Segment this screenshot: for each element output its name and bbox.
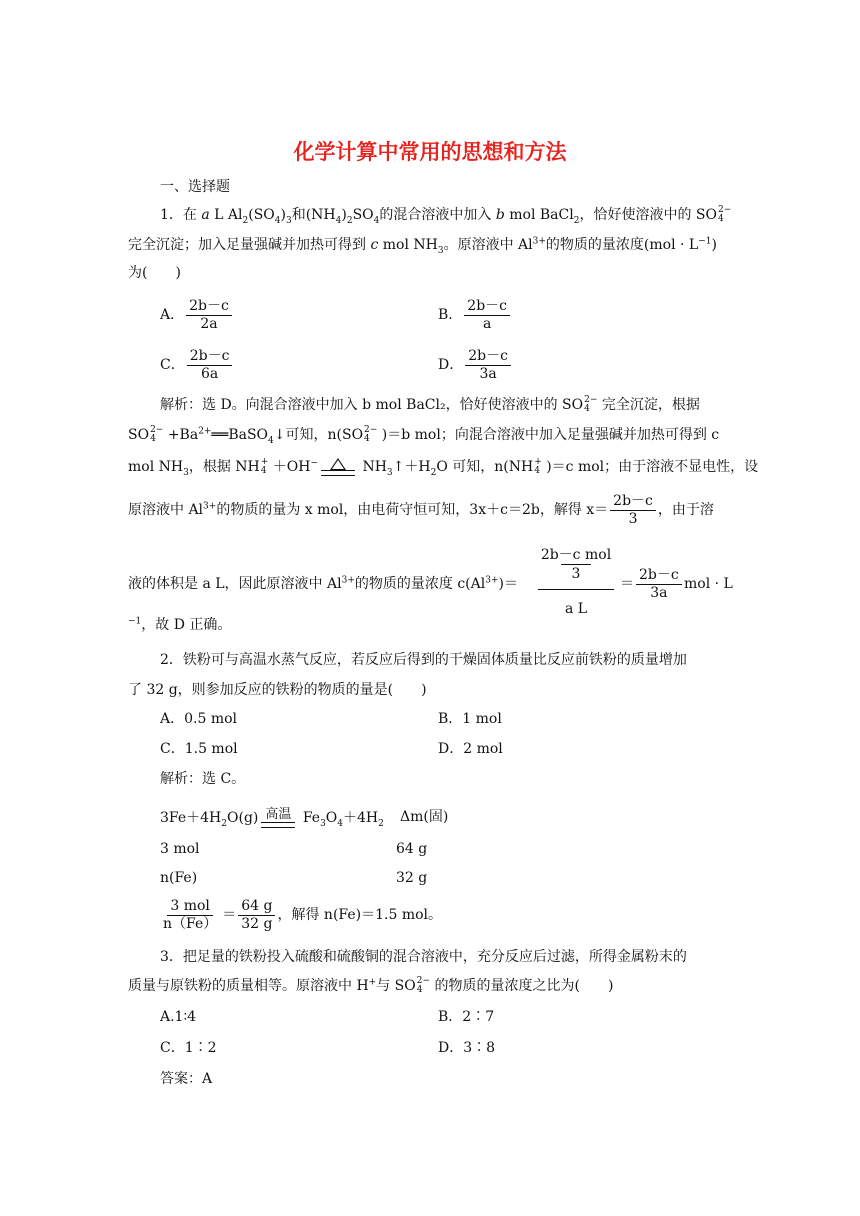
q2-line-1: 2．铁粉可与高温水蒸气反应，若反应后得到的干燥固体质量比反应前铁粉的质量增加 xyxy=(160,652,687,668)
q2-option-d: D．2 mol xyxy=(438,741,503,757)
q3-line-2: 质量与原铁粉的质量相等。原溶液中 H+与 SO 2− 4 的物质的量浓度之比为( ) xyxy=(128,976,614,995)
q2-row1-right: 64 g xyxy=(396,841,428,857)
q1-option-d: D． $\frac{2b-c}{3a}$ xyxy=(438,345,513,385)
q3-option-b: B．2∶7 xyxy=(438,1009,495,1025)
q1-analysis-line-2: SO 2− 4 $+Ba^{2+}══BaSO_4↓$可知，n(SO 2− 4 )＝b mol；向混合溶液中加入足量强碱并加热可得到 c xyxy=(128,425,720,446)
q2-option-b: B．1 mol xyxy=(438,711,502,727)
q2-analysis: 解析：选 C。 xyxy=(160,771,246,787)
q2-delta-mass: Δm(固) xyxy=(400,809,449,825)
high-temp-condition: 高温 xyxy=(261,808,295,828)
q3-option-a: A.1∶4 xyxy=(160,1009,197,1025)
q2-equation: $3Fe+4H_2O(g)$ 高温 $Fe_3O_4+4H_2$ xyxy=(160,807,384,829)
q3-option-c: C．1∶2 xyxy=(160,1040,217,1056)
q1-line-3: 为( ) xyxy=(128,265,181,281)
q1-analysis-line-5: 液的体积是 a L，因此原溶液中 $Al^{3+}$的物质的量浓度 $c(Al^{3+})=$ xyxy=(128,575,518,592)
concentration-fraction: 2b－c mol 3 a L xyxy=(538,546,614,618)
q2-option-c: C．1.5 mol xyxy=(160,741,238,757)
section-heading: 一、选择题 xyxy=(160,179,230,195)
q1-analysis-line-4: 原溶液中 $Al^{3+}$的物质的量为 x mol，由电荷守恒可知，3x＋c＝2b，解得 x＝ $\frac{2b-c}{3}$ ，由于溶 xyxy=(128,492,714,527)
q2-line-2: 了 32 g，则参加反应的铁粉的物质的量是( ) xyxy=(128,682,427,698)
q3-answer: 答案：A xyxy=(160,1071,213,1087)
q1-option-c: C． $\frac{2b-c}{6a}$ xyxy=(160,345,234,385)
q3-line-1: 3．把足量的铁粉投入硫酸和硫酸铜的混合溶液中，充分反应后过滤，所得金属粉末的 xyxy=(160,949,687,965)
q2-row2-left: n(Fe) xyxy=(160,870,198,886)
q1-analysis-line-1: 解析：选 D。向混合溶液中加入 b mol BaCl₂，恰好使溶液中的 SO 2− 4 完全沉淀，根据 xyxy=(160,395,700,414)
q1-option-b: B． $\frac{2b-c}{a}$ xyxy=(438,295,512,335)
q3-option-d: D．3∶8 xyxy=(438,1040,496,1056)
q1-line-2: 完全沉淀；加入足量强碱并加热可得到 c mol $NH_3$。原溶液中 $Al^{3+}$的物质的量浓度$(mol \cdot L^{-1})$ xyxy=(128,236,717,256)
q2-row2-right: 32 g xyxy=(396,870,428,886)
q1-unit: mol · L xyxy=(684,576,733,592)
q1-result-fraction: ＝ $\frac{2b-c}{3a}$ xyxy=(620,566,684,602)
q1-analysis-line-3: mol $NH_3$，根据 NH + 4 ＋OH− $NH_3↑+H_2O$ 可知，n(NH + 4 )＝c mol；由于溶液不显电性，设 xyxy=(128,457,759,478)
q2-proportion: $\frac{\text{3 mol}}{n(Fe)}$ ＝ $\frac{64 g}{32 g}$ ，解得 n(Fe)＝1.5 mol。 xyxy=(163,897,443,932)
page-title: 化学计算中常用的思想和方法 xyxy=(293,140,567,164)
q1-line-1: 1．在 a L $Al_2(SO_4)_3$和$(NH_4)_2SO_4$的混合溶液中加入 b mol BaCl$_2$，恰好使溶液中的 SO 2− 4 xyxy=(160,205,732,226)
q2-option-a: A．0.5 mol xyxy=(160,711,238,727)
q2-row1-left: 3 mol xyxy=(160,841,200,857)
q1-analysis-line-6: $^{-1}$，故 D 正确。 xyxy=(128,616,232,633)
heat-condition-icon xyxy=(321,458,355,476)
q1-option-a: A． $\frac{2b-c}{2a}$ xyxy=(160,295,234,335)
